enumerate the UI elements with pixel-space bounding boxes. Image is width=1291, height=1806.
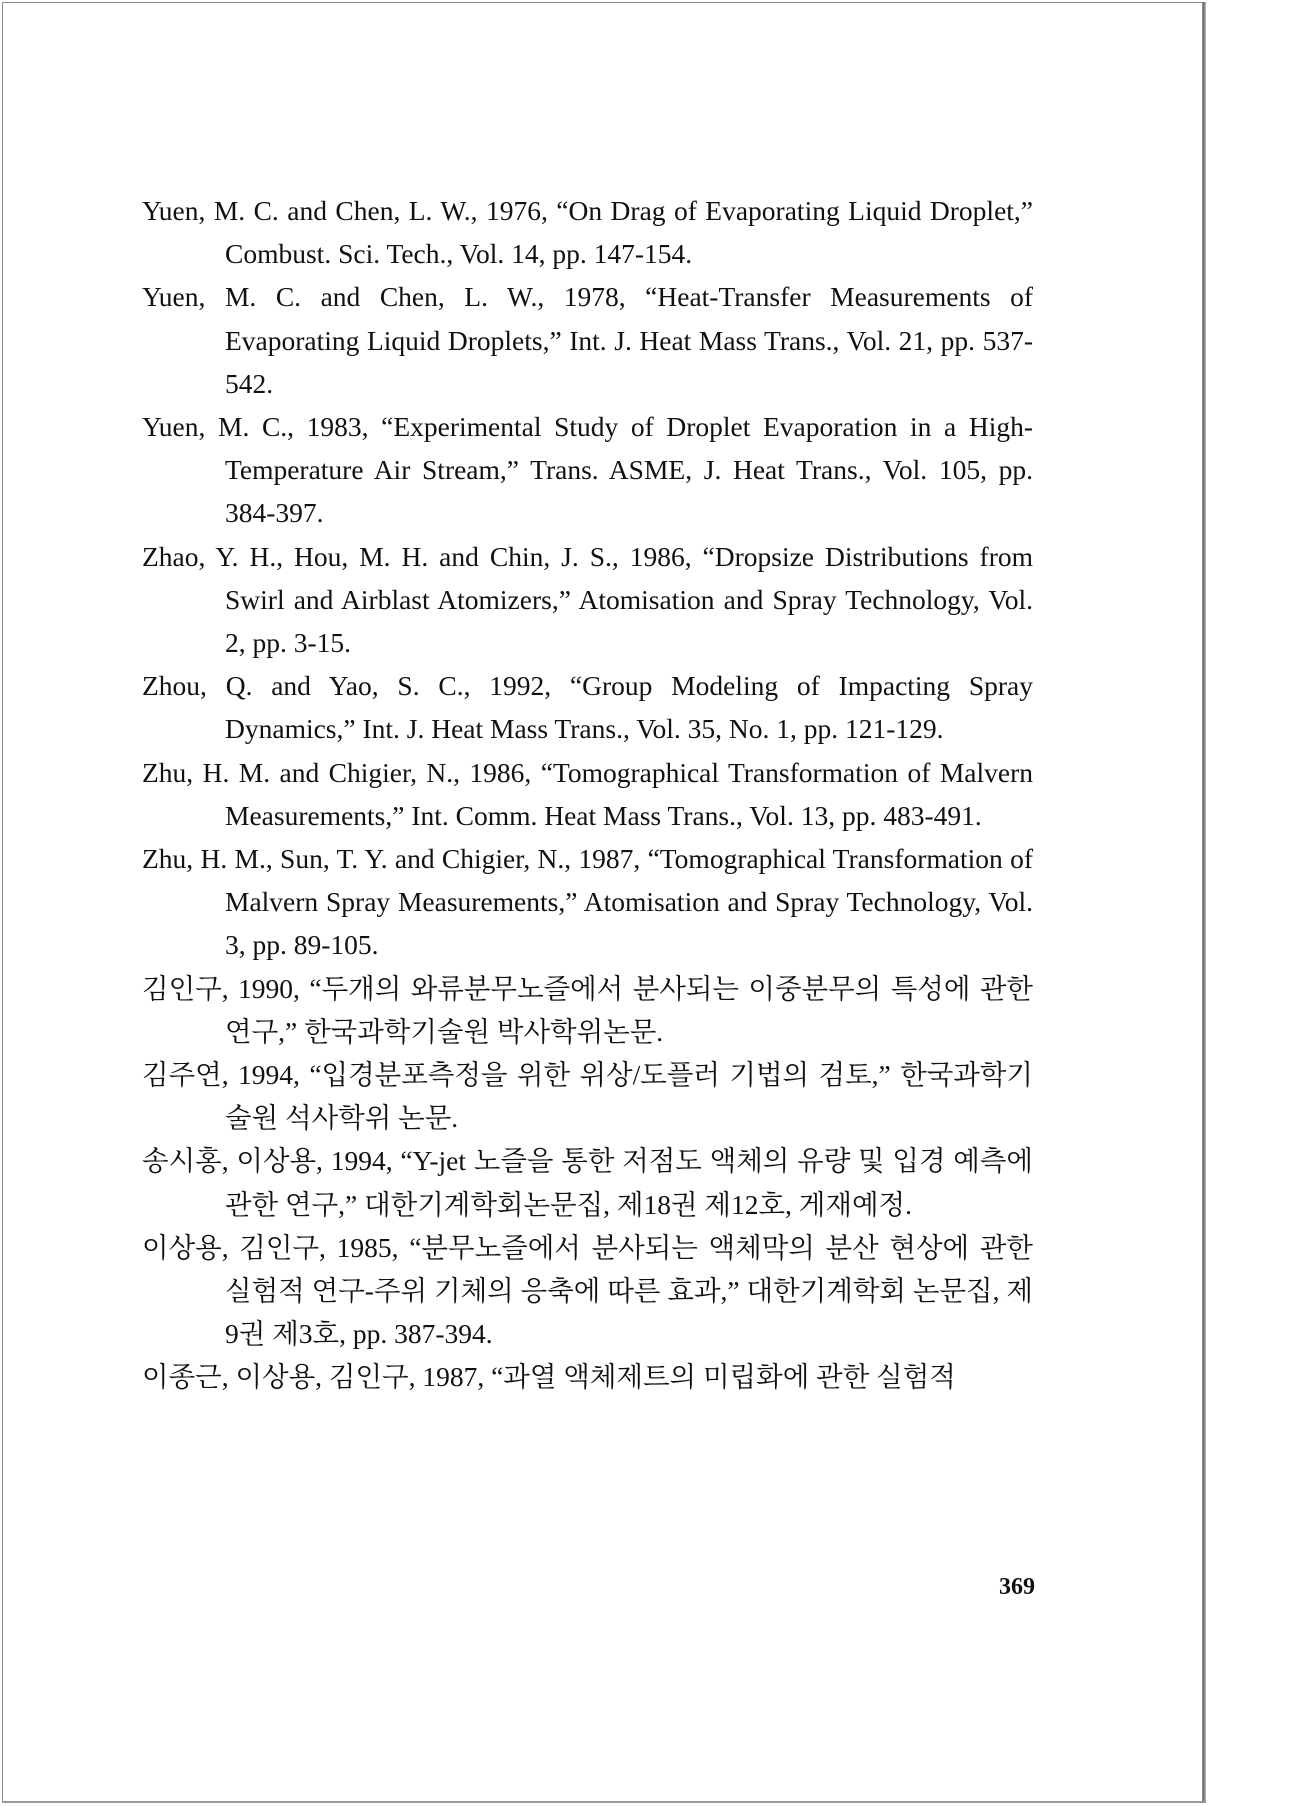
reference-entry: Yuen, M. C., 1983, “Experimental Study of Droplet Evaporation in a High-Temperature Air Stream,” Trans. ASME, J. Heat Trans., Vol. 105, pp. 384-397. [142, 411, 1033, 529]
reference-entry: Yuen, M. C. and Chen, L. W., 1976, “On Drag of Evaporating Liquid Droplet,” Combust. Sci. Tech., Vol. 14, pp. 147-154. [142, 195, 1033, 270]
reference-entry: Zhu, H. M. and Chigier, N., 1986, “Tomographical Transformation of Malvern Measurements,” Int. Comm. Heat Mass Trans., Vol. 13, pp. 483-491. [142, 756, 1033, 831]
reference-list [142, 189, 1033, 1399]
reference-entry: 김인구, 1990, “두개의 와류분무노즐에서 분사되는 이중분무의 특성에 관한 연구,” 한국과학기술원 박사학위논문. [142, 972, 1033, 1047]
reference-entry: 이종근, 이상용, 김인구, 1987, “과열 액체제트의 미립화에 관한 실험적 [142, 1361, 956, 1393]
page-bottom-edge [2, 1801, 1206, 1803]
reference-entry: Zhu, H. M., Sun, T. Y. and Chigier, N., 1987, “Tomographical Transformation of Malvern Spray Measurements,” Atomisation and Spray Technology, Vol. 3, pp. 89-105. [142, 843, 1033, 961]
reference-entry: 김주연, 1994, “입경분포측정을 위한 위상/도플러 기법의 검토,” 한국과학기술원 석사학위 논문. [142, 1059, 1033, 1134]
reference-entry: Zhao, Y. H., Hou, M. H. and Chin, J. S., 1986, “Dropsize Distributions from Swirl and Airblast Atomizers,” Atomisation and Spray Technology, Vol. 2, pp. 3-15. [142, 540, 1033, 659]
reference-entry: 이상용, 김인구, 1985, “분무노즐에서 분사되는 액체막의 분산 현상에 관한 실험적 연구-주위 기체의 응축에 따른 효과,” 대한기계학회 논문집, 제9권 제3호, pp. 387-394. [142, 1231, 1033, 1350]
reference-entry: 송시홍, 이상용, 1994, “Y-jet 노즐을 통한 저점도 액체의 유량 및 입경 예측에 관한 연구,” 대한기계학회논문집, 제18권 제12호, 게재예정. [142, 1145, 1033, 1220]
document-page [2, 2, 1203, 1802]
page-edge-shadow [1203, 2, 1206, 1802]
reference-entry: Zhou, Q. and Yao, S. C., 1992, “Group Modeling of Impacting Spray Dynamics,” Int. J. Heat Mass Trans., Vol. 35, No. 1, pp. 121-129. [142, 670, 1033, 745]
page-number: 369 [999, 1574, 1035, 1600]
reference-entry: Yuen, M. C. and Chen, L. W., 1978, “Heat-Transfer Measurements of Evaporating Liquid Droplets,” Int. J. Heat Mass Trans., Vol. 21, pp. 537-542. [142, 281, 1033, 399]
